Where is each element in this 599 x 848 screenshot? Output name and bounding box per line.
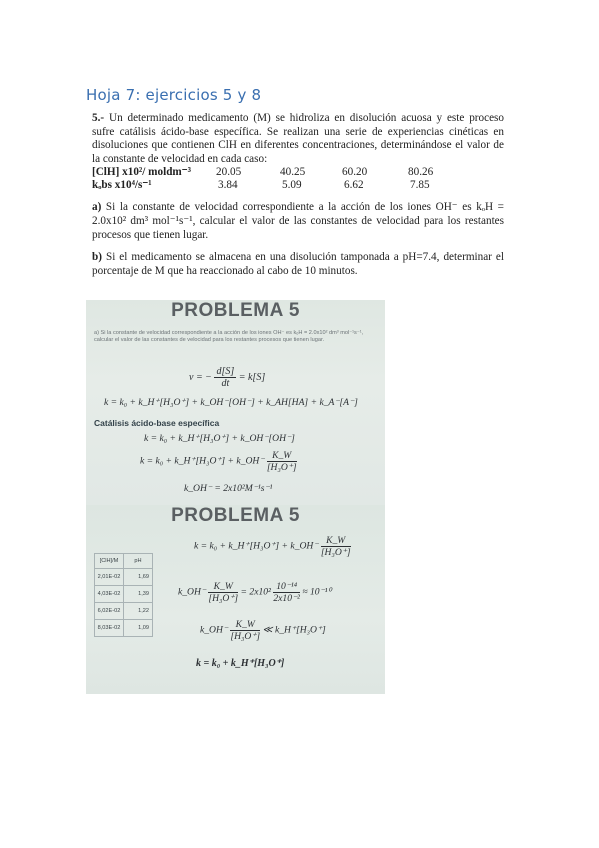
data-cell: 80.26 xyxy=(408,166,434,179)
photo-slide-1 xyxy=(86,300,385,505)
specific-catalysis-equation: k = k₀ + k_H⁺[H₃O⁺] + k_OH⁻[OH⁻] xyxy=(144,433,295,444)
rate-equation: v = − $\frac{d[S]}{dt}$ = k[S] xyxy=(189,366,266,389)
table-row: 8,03E-02 1,09 xyxy=(95,620,153,637)
slide-title: PROBLEMA 5 xyxy=(171,300,300,321)
table-header-cell: [ClH]/M xyxy=(95,554,124,569)
part-a: a) Si la constante de velocidad correspondiente a la acción de los iones OH⁻ es kₒH = 2.0x10² dm³ mol⁻¹s⁻¹, calcular el valor de las constantes de velocidad para los restantes procesos que tienen lugar. xyxy=(92,201,504,241)
ph-table xyxy=(94,553,153,637)
data-row-clh xyxy=(92,166,504,179)
data-cell: 20.05 xyxy=(216,166,242,179)
koh-estimate-equation: k_OH⁻ $\frac{K\_W}{\text{[H₃O⁺]}}$ = 2x10² $\frac{\text{10⁻¹⁴}}{\text{2x10⁻²}}$ ≈ 10⁻¹⁰ xyxy=(178,581,332,604)
page-heading: Hoja 7: ejercicios 5 y 8 xyxy=(86,86,262,104)
photo-slide-2 xyxy=(86,505,385,694)
problem-number: 5.- xyxy=(92,112,105,124)
kw-equation: k = k₀ + k_H⁺[H₃O⁺] + k_OH⁻ $\frac{K\_W}{\text{[H₃O⁺]}}$ xyxy=(140,450,297,473)
table-row: 2,01E-02 1,69 xyxy=(95,569,153,586)
slide-title: PROBLEMA 5 xyxy=(171,505,300,526)
row-label-kobs: kₒbs x10⁴/s⁻¹ xyxy=(92,179,152,192)
koh-value: k_OH⁻ = 2x10²M⁻¹s⁻¹ xyxy=(184,483,273,494)
table-row: 4,03E-02 1,39 xyxy=(95,586,153,603)
specific-catalysis-subheading: Catálisis ácido-base específica xyxy=(94,418,220,428)
data-row-kobs xyxy=(92,179,504,192)
table-header-row xyxy=(95,554,153,569)
comparison-equation: k_OH⁻ $\frac{K\_W}{\text{[H₃O⁺]}}$ ≪ k_H⁺[H₃O⁺] xyxy=(200,619,326,642)
data-cell: 40.25 xyxy=(280,166,306,179)
table-header-cell: pH xyxy=(124,554,153,569)
data-cell: 3.84 xyxy=(218,179,238,192)
kw-equation: k = k₀ + k_H⁺[H₃O⁺] + k_OH⁻ $\frac{K\_W}{\text{[H₃O⁺]}}$ xyxy=(194,535,351,558)
table-row: 6,02E-02 1,22 xyxy=(95,603,153,620)
problem-intro: 5.- Un determinado medicamento (M) se hidroliza en disolución acuosa y este proceso sufre catálisis ácido-base específica. Se realizan una serie de experiencias cinéticas en disoluciones que contienen ClH en diferentes concentraciones, determinándose el valor de la constante de velocidad en cada caso: xyxy=(92,112,505,165)
slide-question-text: a) Si la constante de velocidad correspondiente a la acción de los iones OH⁻ es kₒH = 2.0x10² dm³ mol⁻¹s⁻¹, calcular el valor de las constantes de velocidad para los restantes procesos que tienen lugar. xyxy=(94,330,364,343)
part-b: b) Si el medicamento se almacena en una disolución tamponada a pH=7.4, determinar el porcentaje de M que ha reaccionado al cabo de 10 minutos. xyxy=(92,251,504,277)
general-rate-constant-equation: k = k₀ + k_H⁺[H₃O⁺] + k_OH⁻[OH⁻] + k_AH[HA] + k_A⁻[A⁻] xyxy=(104,397,358,408)
data-cell: 6.62 xyxy=(344,179,364,192)
data-cell: 7.85 xyxy=(410,179,430,192)
data-cell: 60.20 xyxy=(342,166,368,179)
row-label-clh: [ClH] x10²/ moldm⁻³ xyxy=(92,166,191,179)
data-cell: 5.09 xyxy=(282,179,302,192)
final-equation: k = k₀ + k_H⁺[H₃O⁺] xyxy=(196,658,285,669)
problem-statement xyxy=(92,112,504,292)
